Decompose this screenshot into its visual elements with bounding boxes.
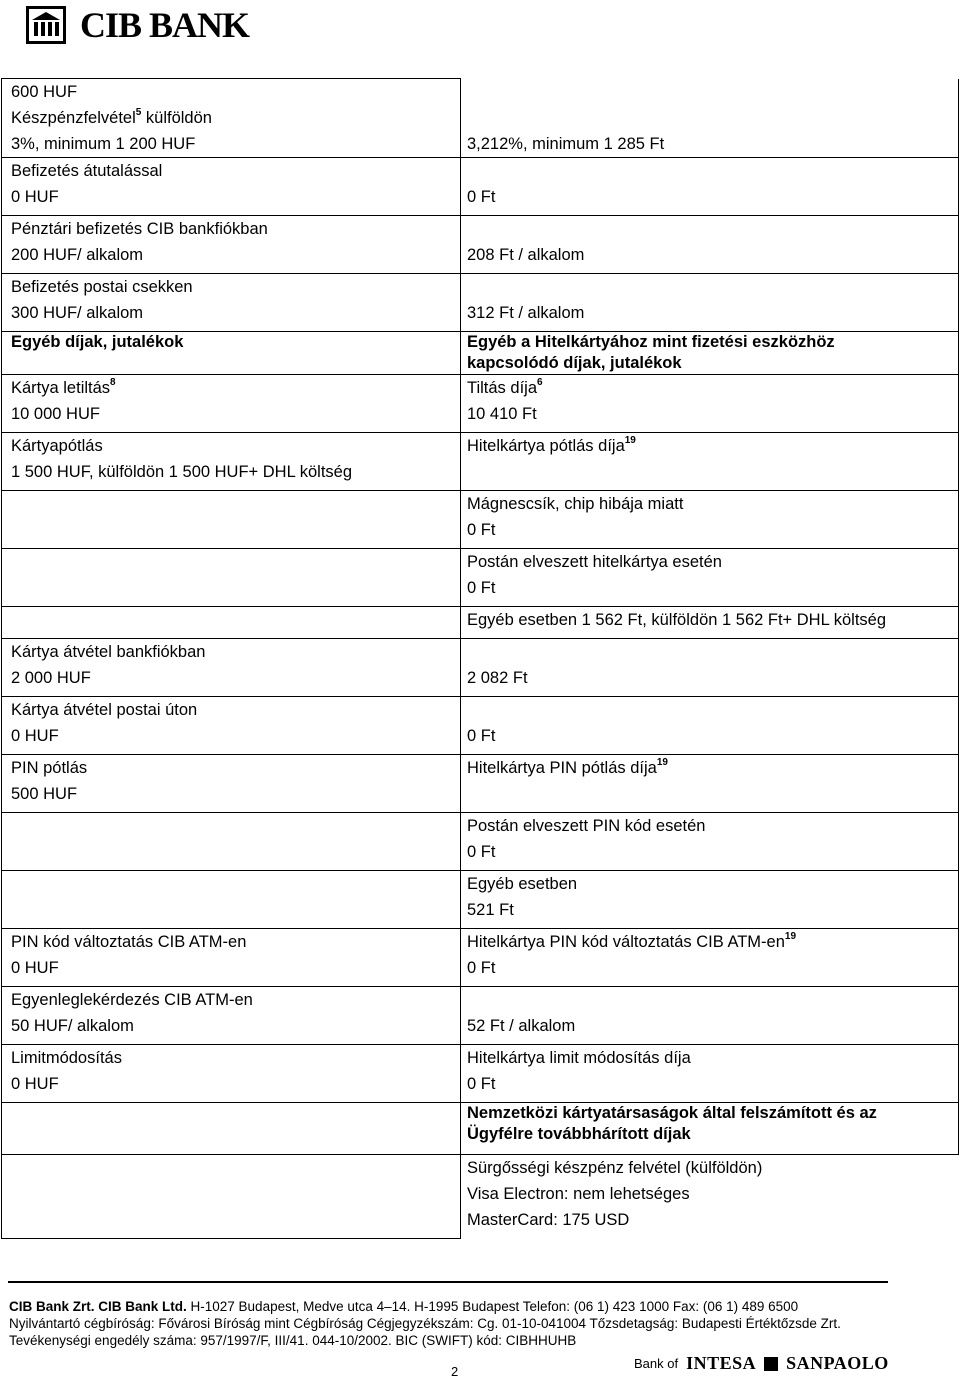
fee-text: Pénztári befizetés CIB bankfiókban [11, 220, 268, 238]
fee-table [1, 78, 959, 1239]
fee-text: Sürgősségi készpénz felvétel (külföldön) [467, 1159, 763, 1177]
fee-text: 50 HUF/ alkalom [11, 1017, 134, 1035]
fee-cell-credit-card [461, 491, 959, 549]
fee-line [11, 401, 452, 427]
fee-row [2, 871, 959, 929]
fee-line [11, 300, 452, 326]
fee-text: Egyéb esetben 1 562 Ft, külföldön 1 562 Ft+ DHL költség [467, 611, 887, 629]
bank-logo-text: CIB BANK [80, 5, 250, 45]
fee-line [467, 1071, 950, 1097]
footnote-marker: 19 [624, 434, 636, 446]
fee-row [2, 79, 959, 158]
fee-line [11, 158, 452, 184]
fee-line [467, 665, 950, 691]
fee-text: Nemzetközi kártyatársaságok által felszámított és az [467, 1104, 877, 1122]
fee-text: Egyenleglekérdezés CIB ATM-en [11, 991, 253, 1009]
fee-line [467, 1013, 950, 1039]
fee-line [11, 79, 452, 105]
fee-cell-description [2, 158, 461, 216]
fee-text: 1 500 HUF, külföldön 1 500 HUF+ DHL költség [11, 463, 353, 481]
fee-row [2, 158, 959, 216]
fee-line [11, 1013, 452, 1039]
fee-text: 0 Ft [467, 959, 496, 977]
fee-cell-description [2, 1045, 461, 1103]
fee-cell-credit-card [461, 755, 959, 813]
fee-text: 0 HUF [11, 959, 59, 977]
fee-text: Befizetés átutalással [11, 162, 163, 180]
fee-row [2, 1045, 959, 1103]
fee-row [2, 491, 959, 549]
fee-line [467, 158, 950, 184]
fee-text: kapcsolódó díjak, jutalékok [467, 354, 682, 372]
fee-row [2, 332, 959, 375]
fee-text: Kártya letiltás [11, 379, 111, 397]
fee-cell-credit-card [461, 274, 959, 332]
fee-line [467, 401, 950, 427]
fee-text: 52 Ft / alkalom [467, 1017, 576, 1035]
fee-text: Készpénzfelvétel [11, 109, 136, 127]
fee-cell-credit-card [461, 929, 959, 987]
fee-text: 600 HUF [11, 83, 78, 101]
fee-text: 2 082 Ft [467, 669, 528, 687]
fee-line [467, 607, 950, 633]
fee-text: 0 HUF [11, 1075, 59, 1093]
fee-line [11, 987, 452, 1013]
fee-line [11, 929, 452, 955]
fee-text: Tiltás díja [467, 379, 537, 397]
fee-text: 500 HUF [11, 785, 78, 803]
fee-text: Hitelkártya PIN kód változtatás CIB ATM-en [467, 933, 785, 951]
fee-text: Ügyfélre továbbhárított díjak [467, 1125, 691, 1143]
fee-text: PIN kód változtatás CIB ATM-en [11, 933, 247, 951]
footnote-marker: 19 [784, 930, 797, 942]
footnote-marker: 19 [656, 756, 668, 768]
fee-line [467, 1124, 950, 1145]
fee-line [467, 839, 950, 865]
footer-company: CIB Bank Zrt. CIB Bank Ltd. [9, 1299, 187, 1314]
fee-line [467, 79, 950, 105]
fee-text: 0 Ft [467, 843, 496, 861]
fee-row [2, 813, 959, 871]
fee-line [11, 105, 452, 131]
fee-text: Postán elveszett PIN kód esetén [467, 817, 706, 835]
page-number: 2 [451, 1364, 459, 1379]
fee-text: Kártya átvétel postai úton [11, 701, 198, 719]
fee-line [11, 131, 452, 157]
fee-line [467, 105, 950, 131]
fee-cell-credit-card [461, 375, 959, 433]
fee-cell-description [2, 1103, 461, 1155]
fee-line [11, 665, 452, 691]
fee-line [11, 755, 452, 781]
fee-cell-credit-card [461, 79, 959, 158]
fee-cell-credit-card [461, 332, 959, 375]
fee-line [467, 755, 950, 781]
fee-text: 312 Ft / alkalom [467, 304, 585, 322]
fee-text: Hitelkártya limit módosítás díja [467, 1049, 691, 1067]
fee-cell-credit-card [461, 433, 959, 491]
fee-line [467, 1045, 950, 1071]
fee-line [467, 433, 950, 459]
footer-address: H-1027 Budapest, Medve utca 4–14. H-1995 Budapest Telefon: (06 1) 423 1000 Fax: (06 1) 489 6500 [186, 1299, 799, 1314]
fee-line [467, 639, 950, 665]
fee-text: Mágnescsík, chip hibája miatt [467, 495, 684, 513]
fee-cell-description [2, 697, 461, 755]
fee-cell-description [2, 216, 461, 274]
fee-text: Hitelkártya PIN pótlás díja [467, 759, 657, 777]
fee-line [11, 216, 452, 242]
fee-text-suffix: külföldön [141, 109, 212, 127]
footnote-marker: 8 [110, 376, 116, 388]
fee-text: Egyéb a Hitelkártyához mint fizetési eszközhöz [467, 333, 835, 351]
fee-cell-credit-card [461, 987, 959, 1045]
fee-line [11, 375, 452, 401]
fee-line [11, 1045, 452, 1071]
fee-line [467, 216, 950, 242]
fee-text: Limitmódosítás [11, 1049, 122, 1067]
partner-prefix: Bank of [634, 1356, 679, 1371]
fee-text: 521 Ft [467, 901, 514, 919]
fee-row [2, 274, 959, 332]
fee-row [2, 375, 959, 433]
fee-line [467, 929, 950, 955]
fee-cell-credit-card [461, 1155, 959, 1239]
fee-text: 10 000 HUF [11, 405, 100, 423]
fee-line [467, 1181, 951, 1207]
fee-row [2, 929, 959, 987]
fee-row [2, 607, 959, 639]
bank-header [26, 4, 249, 46]
partner-square-icon [764, 1357, 778, 1371]
fee-line [467, 575, 950, 601]
fee-cell-description [2, 755, 461, 813]
fee-text: 208 Ft / alkalom [467, 246, 585, 264]
fee-text: 0 Ft [467, 188, 496, 206]
fee-line [467, 897, 950, 923]
fee-line [467, 955, 950, 981]
footnote-marker: 5 [135, 106, 142, 118]
fee-row [2, 216, 959, 274]
fee-text: Hitelkártya pótlás díja [467, 437, 625, 455]
fee-text: Egyéb díjak, jutalékok [11, 333, 184, 351]
fee-text: Kártya átvétel bankfiókban [11, 643, 206, 661]
fee-cell-description [2, 929, 461, 987]
fee-line [467, 131, 950, 157]
fee-row [2, 549, 959, 607]
fee-cell-description [2, 375, 461, 433]
fee-line [467, 1155, 951, 1181]
fee-line [467, 353, 950, 374]
fee-text: 0 Ft [467, 579, 496, 597]
fee-line [11, 781, 452, 807]
fee-line [11, 697, 452, 723]
fee-cell-description [2, 274, 461, 332]
fee-line [11, 723, 452, 749]
fee-line [11, 1071, 452, 1097]
partner-intesa: INTESA [686, 1353, 757, 1373]
fee-cell-description [2, 79, 461, 158]
fee-line [467, 987, 950, 1013]
fee-line [11, 639, 452, 665]
fee-cell-description [2, 491, 461, 549]
fee-cell-credit-card [461, 871, 959, 929]
fee-text: 3%, minimum 1 200 HUF [11, 135, 196, 153]
intesa-sanpaolo-logo [634, 1353, 889, 1374]
fee-cell-credit-card [461, 1103, 959, 1155]
fee-line [467, 274, 950, 300]
fee-line [467, 697, 950, 723]
fee-line [467, 332, 950, 353]
fee-text: 2 000 HUF [11, 669, 91, 687]
fee-text: 200 HUF/ alkalom [11, 246, 144, 264]
fee-line [467, 491, 950, 517]
fee-line [467, 300, 950, 326]
fee-line [11, 184, 452, 210]
fee-line [11, 332, 452, 353]
fee-cell-description [2, 987, 461, 1045]
fee-cell-description [2, 332, 461, 375]
fee-text: 10 410 Ft [467, 405, 537, 423]
footer-line-2: Nyilvántartó cégbíróság: Fővárosi Bíróság mint Cégbíróság Cégjegyzékszám: Cg. 01-10-041004 Tőzsdetagság: Budapesti Értéktőzsde Zrt. [9, 1316, 841, 1331]
fee-cell-description [2, 639, 461, 697]
fee-cell-description [2, 871, 461, 929]
fee-text: 0 HUF [11, 727, 59, 745]
fee-line [467, 549, 950, 575]
fee-row [2, 639, 959, 697]
fee-text: Postán elveszett hitelkártya esetén [467, 553, 722, 571]
fee-line [467, 184, 950, 210]
cib-logo-icon [26, 6, 66, 44]
fee-cell-credit-card [461, 697, 959, 755]
fee-line [11, 274, 452, 300]
fee-text: 3,212%, minimum 1 285 Ft [467, 134, 665, 153]
fee-cell-description [2, 433, 461, 491]
fee-line [467, 871, 950, 897]
partner-sanpaolo: SANPAOLO [786, 1353, 889, 1373]
fee-line [467, 242, 950, 268]
fee-text: 0 Ft [467, 727, 496, 745]
footer-line-1 [9, 1298, 841, 1315]
footer [9, 1298, 841, 1349]
fee-line [467, 517, 950, 543]
fee-text: PIN pótlás [11, 759, 88, 777]
fee-line [467, 375, 950, 401]
fee-text: Visa Electron: nem lehetséges [467, 1185, 690, 1203]
footer-line-3: Tevékenységi engedély száma: 957/1997/F, III/41. 044-10/2002. BIC (SWIFT) kód: CIBHHUHB [9, 1333, 577, 1348]
fee-line [11, 955, 452, 981]
fee-line [467, 1103, 950, 1124]
fee-cell-credit-card [461, 639, 959, 697]
fee-cell-description [2, 549, 461, 607]
fee-text: 0 HUF [11, 188, 59, 206]
fee-row [2, 755, 959, 813]
fee-cell-credit-card [461, 607, 959, 639]
fee-cell-credit-card [461, 158, 959, 216]
fee-row [2, 1155, 959, 1239]
fee-cell-credit-card [461, 1045, 959, 1103]
footer-divider [8, 1281, 888, 1283]
fee-cell-description [2, 607, 461, 639]
fee-text: Egyéb esetben [467, 875, 578, 893]
fee-line [467, 813, 950, 839]
fee-line [11, 242, 452, 268]
fee-cell-description [2, 813, 461, 871]
fee-cell-description [2, 1155, 461, 1239]
fee-row [2, 433, 959, 491]
fee-row [2, 697, 959, 755]
fee-text: 300 HUF/ alkalom [11, 304, 144, 322]
fee-text: 0 Ft [467, 1075, 496, 1093]
fee-cell-credit-card [461, 813, 959, 871]
fee-line [11, 433, 452, 459]
fee-text: MasterCard: 175 USD [467, 1211, 630, 1229]
fee-text: 0 Ft [467, 521, 496, 539]
footnote-marker: 6 [537, 376, 543, 388]
fee-row [2, 1103, 959, 1155]
fee-line [467, 723, 950, 749]
fee-cell-credit-card [461, 549, 959, 607]
fee-row [2, 987, 959, 1045]
fee-cell-credit-card [461, 216, 959, 274]
fee-line [467, 1207, 951, 1233]
fee-text: Kártyapótlás [11, 437, 103, 455]
fee-line [11, 459, 452, 485]
fee-text: Befizetés postai csekken [11, 278, 193, 296]
